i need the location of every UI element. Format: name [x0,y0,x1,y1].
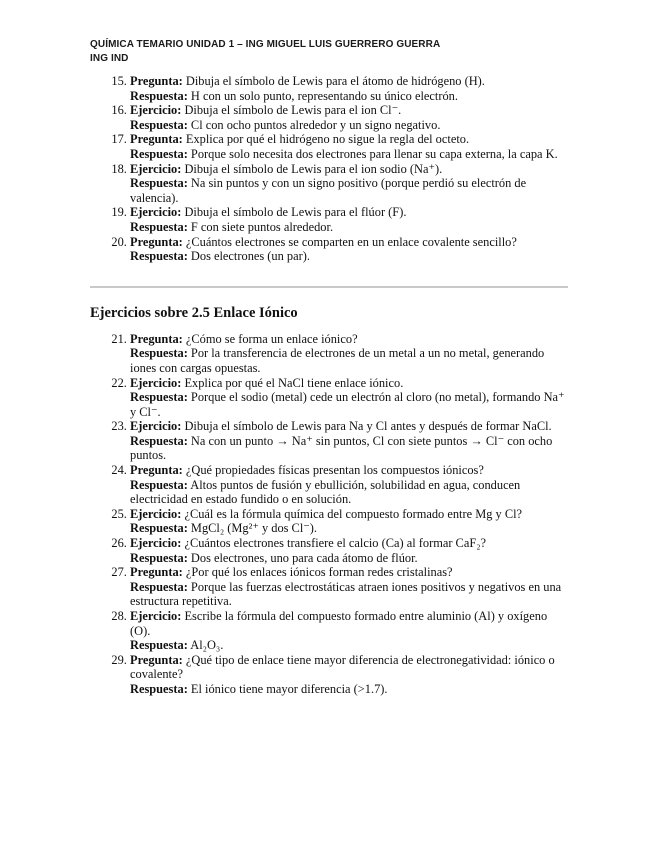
item-text: ¿Cuántos electrones transfiere el calcio (Ca) al formar CaF₂? [181,536,487,551]
answer-text: Na sin puntos y con un signo positivo (porque perdió su electrón de valencia). [130,176,527,205]
answer-text: Porque solo necesita dos electrones para llenar su capa externa, la capa K. [187,146,558,161]
answer-label: Respuesta: [130,117,188,132]
answer-text: El iónico tiene mayor diferencia (>1.7). [187,681,388,696]
list-item [130,103,568,132]
answer-label: Respuesta: [130,146,188,161]
answer-text: H con un solo punto, representando su único electrón. [187,88,458,103]
list-item [130,565,568,609]
item-text: ¿Qué tipo de enlace tiene mayor diferencia de electronegatividad: iónico o covalente? [130,652,555,682]
item-label: Pregunta: [130,331,183,346]
item-label: Pregunta: [130,652,183,667]
item-text: Explica por qué el hidrógeno no sigue la regla del octeto. [182,132,470,147]
answer-text: Cl con ocho puntos alrededor y un signo negativo. [187,117,441,132]
item-label: Ejercicio: [130,375,182,390]
list-item [130,74,568,103]
item-text: ¿Cómo se forma un enlace iónico? [182,331,358,346]
item-text: ¿Por qué los enlaces iónicos forman redes cristalinas? [182,565,453,580]
item-text: Dibuja el símbolo de Lewis para Na y Cl antes y después de formar NaCl. [181,419,552,434]
answer-text: Na con un punto → Na⁺ sin puntos, Cl con siete puntos → Cl⁻ con ocho puntos. [130,433,553,463]
item-text: ¿Qué propiedades físicas presentan los compuestos iónicos? [182,463,484,478]
item-label: Pregunta: [130,463,183,478]
section-title: Ejercicios sobre 2.5 Enlace Iónico [90,304,298,321]
item-label: Ejercicio: [130,609,182,623]
item-label: Pregunta: [130,234,183,249]
list-item [130,653,568,697]
answer-text: Al₂O₃. [187,638,224,653]
answer-label: Respuesta: [130,521,188,536]
item-label: Ejercicio: [130,506,182,521]
item-label: Ejercicio: [130,103,182,118]
answer-text: F con siete puntos alrededor. [187,219,334,234]
list-item [130,235,568,264]
item-text: Dibuja el símbolo de Lewis para el ion Cl⁻. [181,103,402,118]
answer-label: Respuesta: [130,638,188,653]
list-item [130,536,568,565]
item-label: Ejercicio: [130,161,182,176]
exercise-list-block-2 [90,332,568,697]
item-text: Explica por qué el NaCl tiene enlace iónico. [181,375,404,390]
item-label: Ejercicio: [130,205,182,220]
answer-label: Respuesta: [130,579,188,594]
item-label: Ejercicio: [130,419,182,434]
item-text: Escribe la fórmula del compuesto formado entre aluminio (Al) y oxígeno (O). [130,609,548,638]
item-text: ¿Cuántos electrones se comparten en un enlace covalente sencillo? [182,234,517,249]
answer-label: Respuesta: [130,550,188,565]
list-item [130,376,568,420]
item-text: Dibuja el símbolo de Lewis para el átomo de hidrógeno (H). [182,74,485,88]
list-item [130,332,568,376]
answer-text: Porque el sodio (metal) cede un electrón al cloro (no metal), formando Na⁺ y Cl⁻. [130,390,565,419]
answer-label: Respuesta: [130,477,188,492]
answer-label: Respuesta: [130,249,188,264]
section-divider [90,286,568,288]
list-item [130,609,568,653]
answer-label: Respuesta: [130,176,188,191]
list-item [130,419,568,463]
item-label: Pregunta: [130,565,183,580]
exercise-list-block-1 [90,74,568,264]
list-item [130,507,568,536]
item-text: Dibuja el símbolo de Lewis para el flúor (F). [181,205,407,220]
answer-label: Respuesta: [130,219,188,234]
item-label: Pregunta: [130,132,183,147]
list-item [130,162,568,206]
answer-label: Respuesta: [130,433,188,448]
answer-text: Altos puntos de fusión y ebullición, solubilidad en agua, conducen electricidad en estado fundido o en solución. [130,477,521,507]
answer-text: Porque las fuerzas electrostáticas atraen iones positivos y negativos en una estructura repetitiva. [130,579,562,609]
item-text: ¿Cuál es la fórmula química del compuesto formado entre Mg y Cl? [181,506,523,521]
list-item [130,132,568,161]
answer-label: Respuesta: [130,390,188,405]
list-item [130,205,568,234]
answer-label: Respuesta: [130,346,188,361]
document-body [90,74,568,697]
answer-text: MgCl₂ (Mg²⁺ y dos Cl⁻). [187,521,318,536]
answer-label: Respuesta: [130,681,188,696]
page-header [90,38,570,66]
answer-label: Respuesta: [130,88,188,103]
answer-text: Por la transferencia de electrones de un metal a un no metal, generando iones con cargas opuestas. [130,346,545,375]
answer-text: Dos electrones, uno para cada átomo de flúor. [187,550,418,565]
item-label: Ejercicio: [130,536,182,551]
item-label: Pregunta: [130,74,183,88]
item-text: Dibuja el símbolo de Lewis para el ion sodio (Na⁺). [181,161,443,176]
header-line-1: QUÍMICA TEMARIO UNIDAD 1 – ING MIGUEL LUIS GUERRERO GUERRA [90,39,441,50]
answer-text: Dos electrones (un par). [187,249,310,264]
header-line-2: ING IND [90,53,129,64]
list-item [130,463,568,507]
